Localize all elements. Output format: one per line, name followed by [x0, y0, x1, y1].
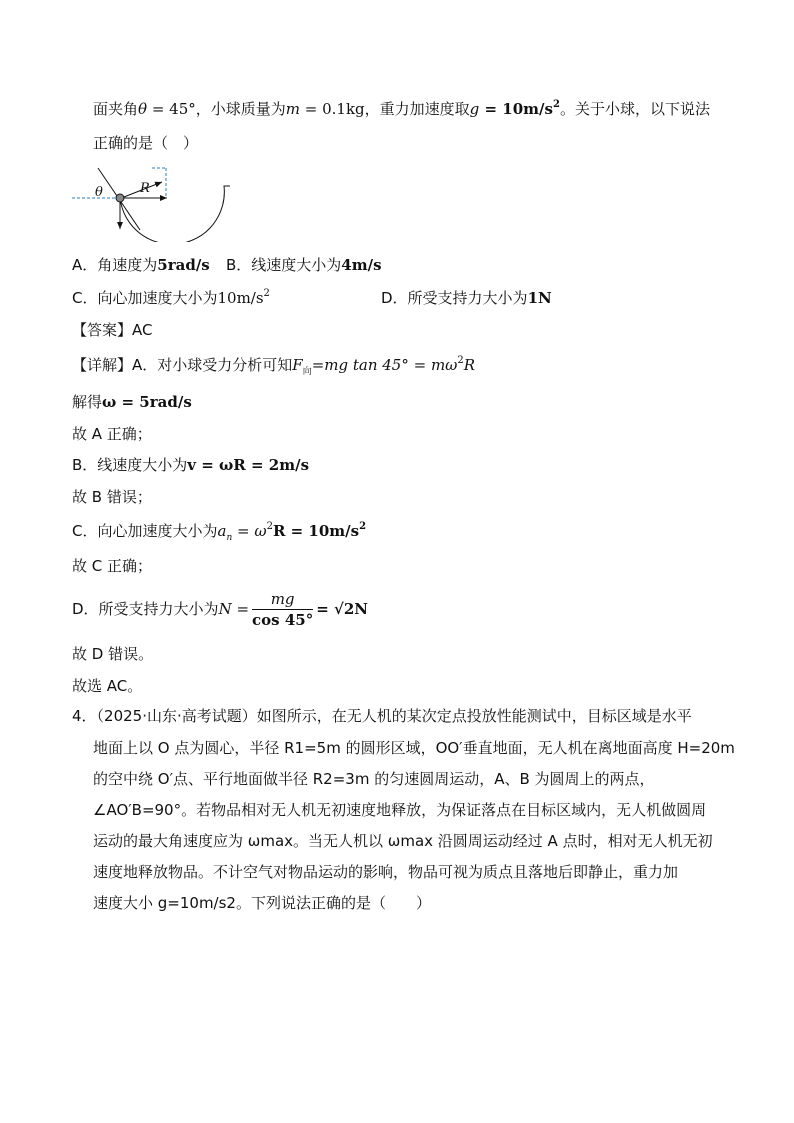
fraction: $\frac{mg}{\cos 45^\circ}$	[252, 590, 314, 629]
option-a: A．角速度为5rad/s	[72, 256, 210, 274]
q3-stem-line-2: 正确的是（ ）	[93, 134, 199, 152]
detail-line-1: 【详解】A．对小球受力分析可知$F_向=mg$ $\tan 45^\circ = m\omega^2R$	[72, 355, 476, 377]
circular-arc	[120, 186, 230, 242]
detail-line-7: 故 C 正确；	[72, 557, 153, 575]
detail-line-9: 故 D 错误。	[72, 645, 154, 663]
ball	[116, 194, 124, 202]
q4-line-2: 地面上以 O 点为圆心，半径 R1=5m 的圆形区域，OO′垂直地面，无人机在离地面高度 H=20m	[93, 739, 735, 757]
detail-line-2: 解得ω = 5rad/s	[72, 393, 192, 411]
q4-line-1: 4．（2025·山东·高考试题）如图所示，在无人机的某次定点投放性能测试中，目标区域是水平	[72, 707, 692, 725]
detail-line-10: 故选 AC。	[72, 677, 143, 695]
radius-label: R	[140, 181, 150, 196]
option-c: C．向心加速度大小为$10m/s^2$	[72, 288, 270, 307]
q3-stem-line-1: 面夹角θ = 45°，小球质量为m = 0.1kg，重力加速度取$g = 10m/s^2$。关于小球，以下说法	[93, 99, 710, 118]
option-d: D．所受支持力大小为1N	[381, 289, 552, 307]
q4-line-3: 的空中绕 O′点、平行地面做半径 R2=3m 的匀速圆周运动，A、B 为圆周上的两点，	[93, 770, 655, 788]
q4-line-6: 速度地释放物品。不计空气对物品运动的影响，物品可视为质点且落地后即静止，重力加	[93, 863, 679, 881]
theta-label: θ	[95, 185, 103, 200]
answer-label: 【答案】AC	[72, 321, 153, 339]
option-b: B．线速度大小为4m/s	[226, 256, 382, 274]
detail-line-3: 故 A 正确；	[72, 425, 152, 443]
q4-line-7: 速度大小 g=10m/s2。下列说法正确的是（ ）	[93, 894, 431, 912]
detail-line-8: D．所受支持力大小为N = $\frac{mg}{\cos 45^\circ}$ = √2N	[72, 590, 369, 629]
circular-track-figure	[70, 160, 240, 242]
detail-line-5: 故 B 错误；	[72, 488, 152, 506]
q4-line-4: ∠AO′B=90°。若物品相对无人机无初速度地释放，为保证落点在目标区域内，无人机做圆周	[93, 801, 707, 819]
detail-line-6: C．向心加速度大小为$a_n = \omega^2R = 10m/s^2$	[72, 521, 367, 543]
q4-line-5: 运动的最大角速度应为 ωmax。当无人机以 ωmax 沿圆周运动经过 A 点时，相对无人机无初	[93, 832, 713, 850]
detail-line-4: B．线速度大小为v = ωR = 2m/s	[72, 456, 310, 474]
